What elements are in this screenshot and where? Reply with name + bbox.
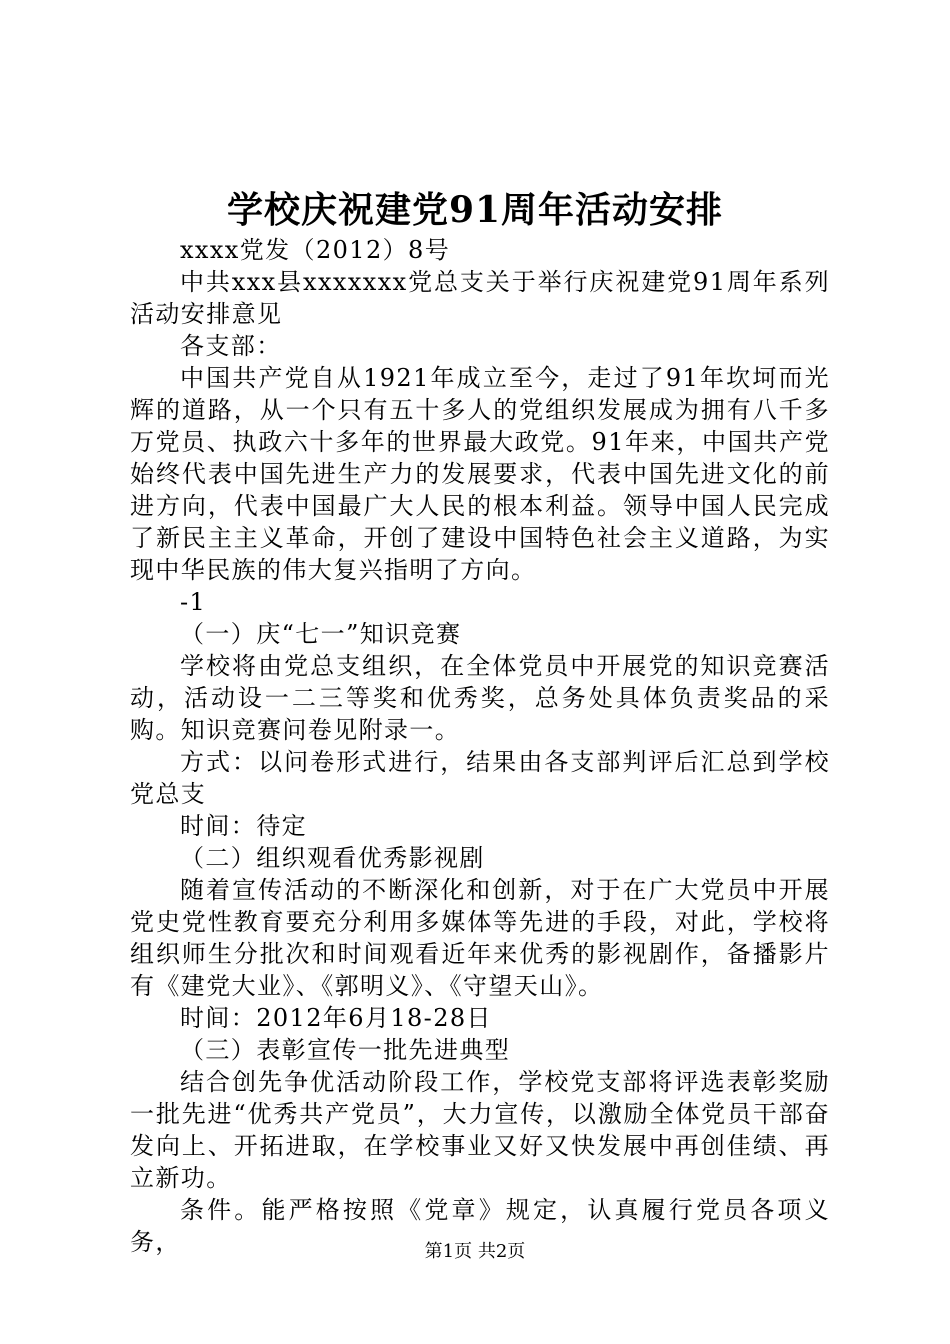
body-paragraph: 随着宣传活动的不断深化和创新，对于在广大党员中开展党史党性教育要充分利用多媒体等先进的手段，对此，学校将组织师生分批次和时间观看近年来优秀的影视剧作，备播影片有《建党大业》、《郭明义》、《守望天山》。 (130, 876, 830, 1000)
salutation: 各支部： (180, 332, 282, 360)
time-line: 时间：待定 (180, 812, 307, 840)
notice-heading: 中共xxx县xxxxxxx党总支关于举行庆祝建党91周年系列活动安排意见 (130, 268, 830, 328)
section-heading: （一）庆“七一”知识竞赛 (180, 620, 462, 648)
document-number: xxxx党发（2012）8号 (180, 236, 451, 264)
body-paragraph: 结合创先争优活动阶段工作，学校党支部将评选表彰奖励一批先进“优秀共产党员”，大力宣传，以激励全体党员干部奋发向上、开拓进取，在学校事业又好又快发展中再创佳绩、再立新功。 (130, 1068, 830, 1192)
body-paragraph: 学校将由党总支组织，在全体党员中开展党的知识竞赛活动，活动设一二三等奖和优秀奖，总务处具体负责奖品的采购。知识竞赛问卷见附录一。 (130, 652, 830, 744)
document-title: 学校庆祝建党91周年活动安排 (226, 189, 724, 231)
section-heading: （三）表彰宣传一批先进典型 (180, 1036, 511, 1064)
page-footer: 第1页 共2页 (424, 1241, 526, 1262)
body-paragraph: 条件。能严格按照《党章》规定，认真履行党员各项义务， (130, 1196, 830, 1256)
document-body (130, 234, 830, 1258)
section-heading: （二）组织观看优秀影视剧 (180, 844, 485, 872)
time-line: 时间：2012年6月18-28日 (180, 1004, 492, 1032)
page-mark: -1 (180, 588, 207, 616)
body-paragraph: 中国共产党自从1921年成立至今，走过了91年坎坷而光辉的道路，从一个只有五十多人的党组织发展成为拥有八千多万党员、执政六十多年的世界最大政党。91年来，中国共产党始终代表中国先进生产力的发展要求，代表中国先进文化的前进方向，代表中国最广大人民的根本利益。领导中国人民完成了新民主主义革命，开创了建设中国特色社会主义道路，为实现中华民族的伟大复兴指明了方向。 (130, 364, 830, 584)
body-paragraph: 方式：以问卷形式进行，结果由各支部判评后汇总到学校党总支 (130, 748, 830, 808)
